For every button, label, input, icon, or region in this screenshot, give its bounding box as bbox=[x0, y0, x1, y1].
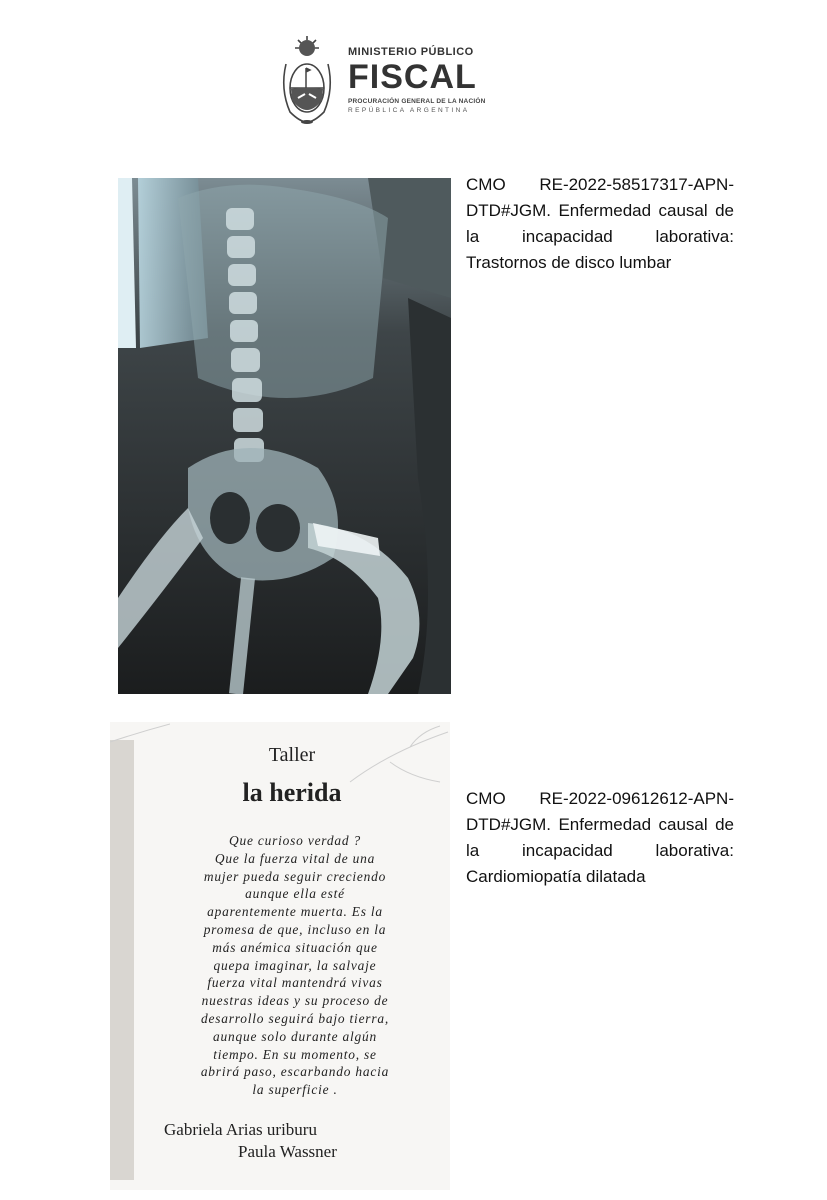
logo-line-procuracion: PROCURACIÓN GENERAL DE LA NACIÓN bbox=[348, 98, 486, 105]
ministerio-logo bbox=[276, 34, 496, 126]
quote-line: desarrollo seguirá bajo tierra, bbox=[201, 1010, 389, 1026]
quote-line: Que la fuerza vital de una bbox=[214, 850, 376, 866]
logo-line-ministerio: MINISTERIO PÚBLICO bbox=[348, 46, 474, 58]
quote-line: más anémica situación que bbox=[212, 939, 378, 955]
poster-author-1: Gabriela Arias uriburu bbox=[164, 1120, 317, 1139]
argentina-coat-of-arms-icon bbox=[276, 34, 338, 126]
logo-text bbox=[348, 46, 486, 114]
quote-line: nuestras ideas y su proceso de bbox=[201, 993, 389, 1009]
quote-line: tiempo. En su momento, se bbox=[213, 1046, 377, 1062]
logo-line-fiscal: FISCAL bbox=[348, 58, 477, 96]
quote-line: aunque ella esté bbox=[245, 886, 345, 902]
quote-line: promesa de que, incluso en la bbox=[203, 921, 387, 937]
poster-side-band bbox=[110, 740, 134, 1180]
taller-poster bbox=[110, 722, 450, 1190]
poster-big-title: la herida bbox=[242, 778, 342, 807]
quote-line: Que curioso verdad ? bbox=[229, 833, 361, 848]
quote-line: aunque solo durante algún bbox=[213, 1028, 377, 1044]
xray-caption: CMO RE-2022-58517317-APN-DTD#JGM. Enfermedad causal de la incapacidad laborativa: Trastornos de disco lumbar bbox=[466, 175, 734, 272]
poster-caption: CMO RE-2022-09612612-APN-DTD#JGM. Enfermedad causal de la incapacidad laborativa: Cardiomiopatía dilatada bbox=[466, 789, 734, 886]
quote-line: fuerza vital mantendrá vivas bbox=[207, 975, 383, 991]
poster-content bbox=[134, 722, 450, 1190]
poster-small-title: Taller bbox=[268, 744, 316, 766]
quote-line: mujer pueda seguir creciendo bbox=[203, 868, 387, 884]
xray-photo bbox=[118, 178, 451, 694]
quote-line: abrirá paso, escarbando hacia bbox=[200, 1064, 390, 1080]
quote-line: aparentemente muerta. Es la bbox=[207, 904, 383, 920]
logo-line-republica: REPÚBLICA ARGENTINA bbox=[348, 107, 470, 114]
poster-author-2: Paula Wassner bbox=[238, 1142, 337, 1161]
quote-line: la superficie . bbox=[252, 1082, 338, 1098]
quote-line: quepa imaginar, la salvaje bbox=[213, 957, 377, 973]
poster-quote bbox=[154, 832, 436, 1099]
